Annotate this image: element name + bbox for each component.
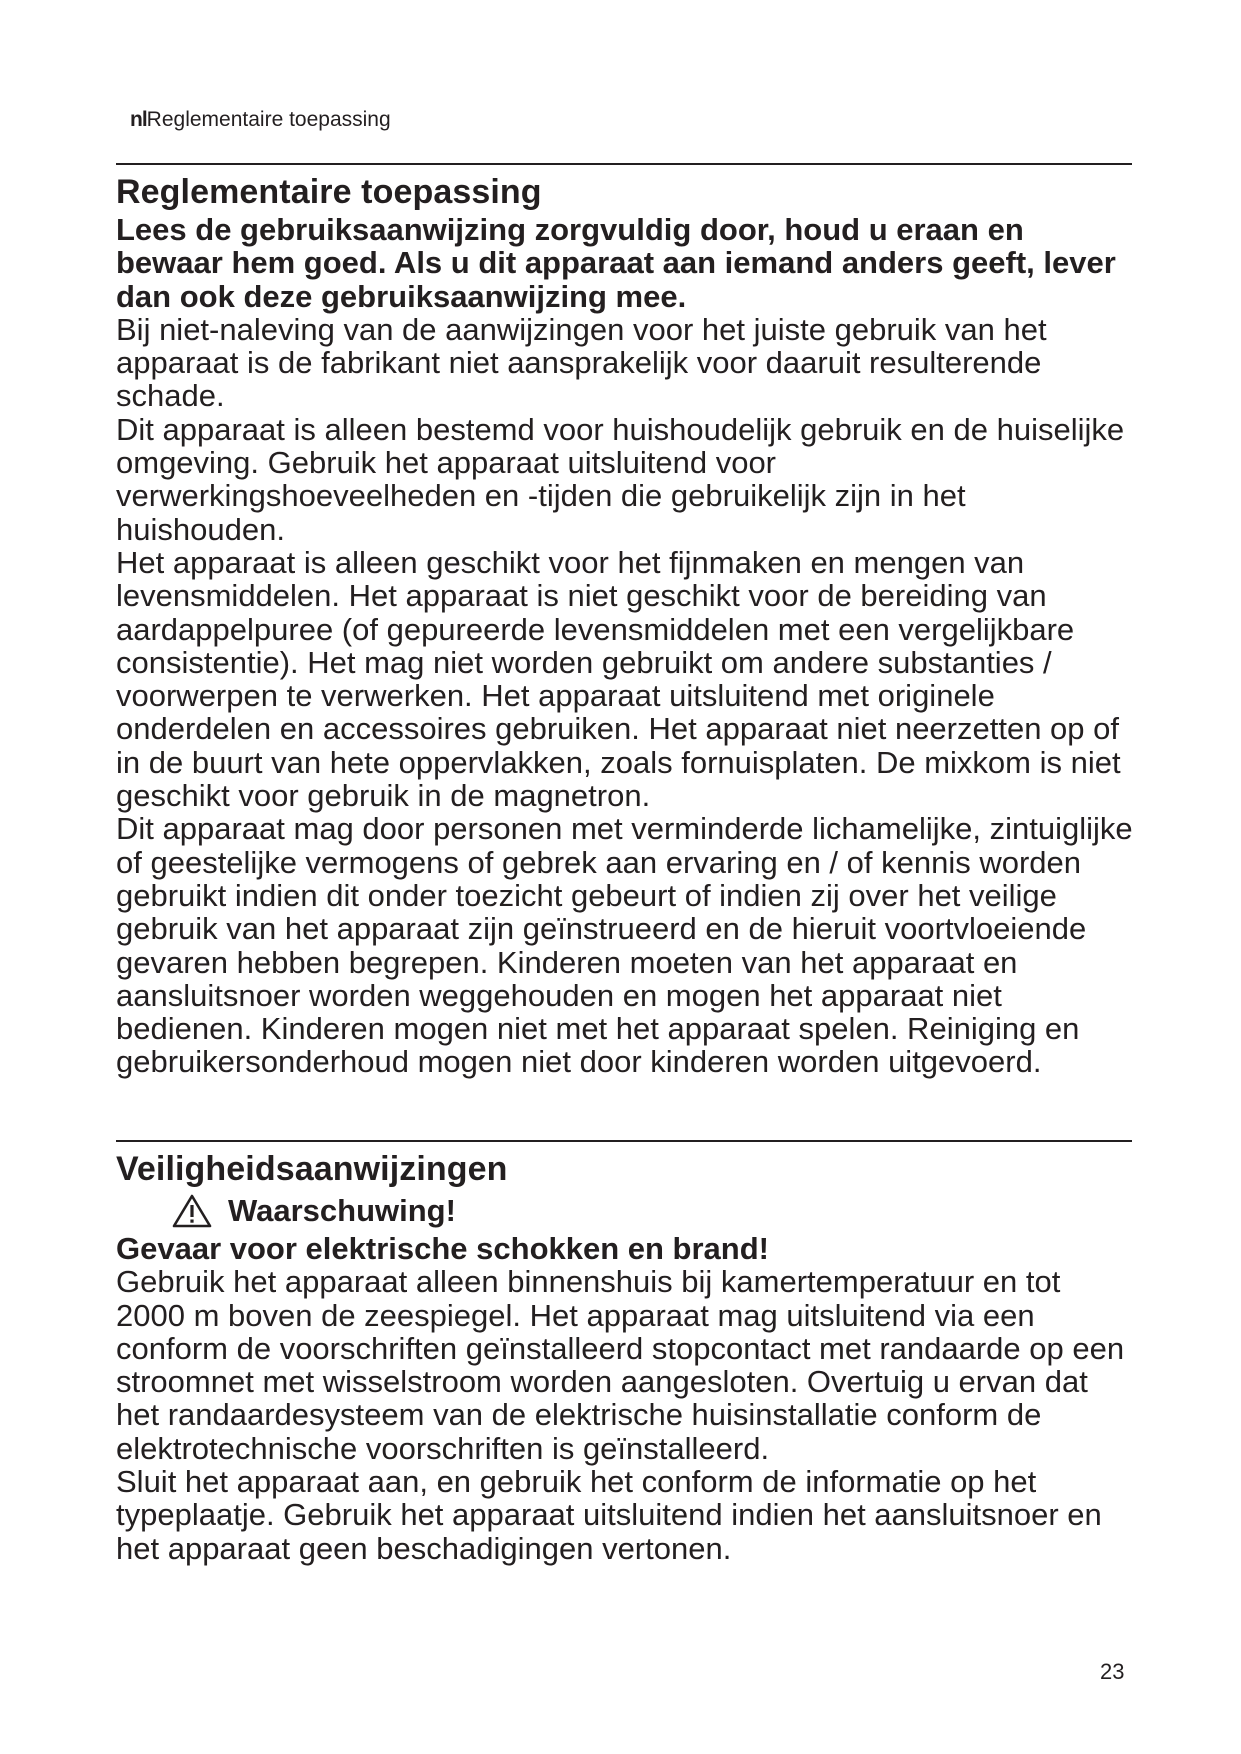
- warning-heading: [172, 1190, 1136, 1232]
- section-divider: [116, 163, 1132, 165]
- running-header: [130, 108, 391, 132]
- language-code: nl: [130, 108, 147, 131]
- section-safety-instructions: [116, 1148, 1136, 1565]
- hazard-heading: Gevaar voor elektrische schokken en brand!: [116, 1231, 769, 1266]
- intro-paragraph: Lees de gebruiksaanwijzing zorgvuldig door, houd u eraan en bewaar hem goed. Als u dit apparaat aan iemand anders geeft, lever dan ook deze gebruiksaanwijzing mee.: [116, 212, 1116, 314]
- paragraph: Sluit het apparaat aan, en gebruik het conform de informatie op het typeplaatje. Gebruik het apparaat uitsluitend indien het aansluitsnoer en het apparaat geen beschadigingen vertonen.: [116, 1464, 1102, 1566]
- page-number: 23: [1100, 1659, 1125, 1684]
- warning-triangle-icon: [172, 1194, 212, 1228]
- section-intended-use: [116, 171, 1136, 1079]
- paragraph: Dit apparaat mag door personen met verminderde lichamelijke, zintuiglijke of geestelijke vermogens of gebrek aan ervaring en / of kennis worden gebruikt indien dit onder toezicht gebeurt of indien zij over het veilige gebruik van het apparaat zijn geïnstrueerd en de hieruit voortvloeiende gevaren hebben begrepen. Kinderen moeten van het apparaat en aansluitsnoer worden weggehouden en mogen het apparaat niet bedienen. Kinderen mogen niet met het apparaat spelen. Reiniging en gebruikersonderhoud mogen niet door kinderen worden uitgevoerd.: [116, 811, 1133, 1080]
- section-divider: [116, 1140, 1132, 1142]
- running-header-title: Reglementaire toepassing: [146, 108, 391, 131]
- paragraph: Dit apparaat is alleen bestemd voor huishoudelijk gebruik en de huiselijke omgeving. Gebruik het apparaat uitsluitend voor verwerkingshoeveelheden en -tijden die gebruikelijk zijn in het huishouden.: [116, 411, 1125, 547]
- paragraph: Het apparaat is alleen geschikt voor het fijnmaken en mengen van levensmiddelen. Het apparaat is niet geschikt voor de bereiding van aardappelpuree (of gepureerde levensmiddelen met een vergelijkbare consistentie). Het mag niet worden gebruikt om andere substanties / voorwerpen te verwerken. Het apparaat uitsluitend met originele onderdelen en accessoires gebruiken. Het apparaat niet neerzetten op of in de buurt van hete oppervlakken, zoals fornuisplaten. De mixkom is niet geschikt voor gebruik in de magnetron.: [116, 544, 1121, 814]
- section-title: Veiligheidsaanwijzingen: [116, 1150, 508, 1188]
- section-title: Reglementaire toepassing: [116, 173, 542, 211]
- warning-label: Waarschuwing!: [228, 1193, 456, 1228]
- paragraph: Gebruik het apparaat alleen binnenshuis bij kamertemperatuur en tot 2000 m boven de zeespiegel. Het apparaat mag uitsluitend via een conform de voorschriften geïnstalleerd stopcontact met randaarde op een stroomnet met wisselstroom worden aangesloten. Overtuig u ervan dat het randaardesysteem van de elektrische huisinstallatie conform de elektrotechnische voorschriften is geïnstalleerd.: [116, 1264, 1125, 1466]
- paragraph: Bij niet-naleving van de aanwijzingen voor het juiste gebruik van het apparaat is de fabrikant niet aansprakelijk voor daaruit resulterende schade.: [116, 311, 1047, 414]
